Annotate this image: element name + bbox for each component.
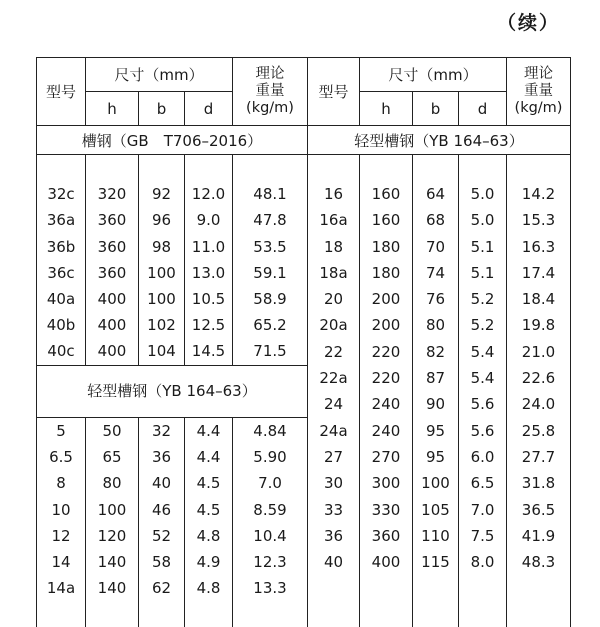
right-cell-b: 80 [413,312,459,338]
left-cell-d: 9.0 [185,207,233,233]
blank-cell [413,155,459,182]
left-cell-h: 80 [86,470,139,496]
blank-cell [139,601,185,627]
left-cell-b: 102 [139,312,185,338]
left-cell-b: 104 [139,338,185,365]
left-cell-h: 360 [86,207,139,233]
right-cell-model: 30 [308,470,360,496]
left-cell-model: 6.5 [37,444,86,470]
left-cell-d: 11.0 [185,234,233,260]
right-cell-h: 220 [360,365,413,391]
left-cell-h: 360 [86,260,139,286]
header-h-right: h [360,92,413,126]
left-cell-model: 14 [37,549,86,575]
header-weight-line3: (kg/m) [246,100,294,116]
right-cell-weight: 14.2 [507,181,571,207]
left-cell-weight: 8.59 [233,496,308,522]
right-cell-b: 87 [413,365,459,391]
blank-cell [37,601,86,627]
right-cell-b: 76 [413,286,459,312]
continued-label: （续） [497,8,560,35]
right-cell-h: 160 [360,181,413,207]
left-cell-h: 100 [86,496,139,522]
left-cell-model: 36b [37,234,86,260]
blank-cell [308,575,360,601]
left-cell-weight: 59.1 [233,260,308,286]
right-cell-model: 24a [308,417,360,444]
right-cell-b: 105 [413,496,459,522]
right-cell-weight: 48.3 [507,549,571,575]
header-size-left: 尺寸（mm） [86,58,233,92]
table-row [37,260,571,286]
right-cell-model: 40 [308,549,360,575]
table-row [37,155,571,182]
left-cell-weight: 65.2 [233,312,308,338]
section-title-yb-left: 轻型槽钢（YB 164–63） [37,365,308,417]
left-cell-h: 140 [86,575,139,601]
table-row [37,365,571,391]
right-cell-d: 5.0 [459,207,507,233]
right-cell-h: 240 [360,391,413,417]
right-cell-model: 20a [308,312,360,338]
table-row [37,601,571,627]
left-cell-b: 62 [139,575,185,601]
blank-cell [185,601,233,627]
blank-cell [360,155,413,182]
blank-cell [37,155,86,182]
left-cell-b: 92 [139,181,185,207]
right-cell-weight: 22.6 [507,365,571,391]
table-row [37,286,571,312]
right-cell-d: 8.0 [459,549,507,575]
blank-cell [308,601,360,627]
right-cell-weight: 24.0 [507,391,571,417]
left-cell-weight: 58.9 [233,286,308,312]
left-cell-b: 36 [139,444,185,470]
header-h-left: h [86,92,139,126]
left-cell-model: 12 [37,523,86,549]
left-cell-d: 12.5 [185,312,233,338]
left-cell-h: 120 [86,523,139,549]
header-size-right: 尺寸（mm） [360,58,507,92]
right-cell-d: 5.2 [459,286,507,312]
left-cell-weight: 4.84 [233,417,308,444]
right-cell-h: 220 [360,338,413,365]
right-cell-d: 6.5 [459,470,507,496]
table-row [37,444,571,470]
left-cell-weight: 7.0 [233,470,308,496]
right-cell-d: 7.5 [459,523,507,549]
left-cell-d: 14.5 [185,338,233,365]
right-cell-d: 5.1 [459,234,507,260]
right-cell-h: 180 [360,260,413,286]
right-cell-weight: 15.3 [507,207,571,233]
right-cell-model: 33 [308,496,360,522]
left-cell-d: 4.4 [185,417,233,444]
table-row [37,470,571,496]
right-cell-h: 330 [360,496,413,522]
right-cell-model: 18a [308,260,360,286]
left-cell-d: 4.4 [185,444,233,470]
left-cell-h: 140 [86,549,139,575]
left-cell-b: 98 [139,234,185,260]
blank-cell [233,601,308,627]
right-cell-model: 24 [308,391,360,417]
left-cell-model: 32c [37,181,86,207]
right-cell-weight: 31.8 [507,470,571,496]
blank-cell [139,155,185,182]
table-row [37,417,571,444]
right-cell-model: 27 [308,444,360,470]
header-weight-line1: 理论 [524,66,553,82]
right-cell-h: 200 [360,312,413,338]
blank-cell [86,155,139,182]
table-row [37,549,571,575]
left-cell-b: 46 [139,496,185,522]
left-cell-weight: 48.1 [233,181,308,207]
left-cell-b: 100 [139,260,185,286]
blank-cell [233,155,308,182]
right-cell-d: 5.4 [459,365,507,391]
header-b-left: b [139,92,185,126]
blank-cell [86,601,139,627]
right-cell-model: 36 [308,523,360,549]
blank-cell [413,601,459,627]
right-cell-d: 5.6 [459,417,507,444]
right-cell-weight: 27.7 [507,444,571,470]
left-cell-h: 65 [86,444,139,470]
right-cell-h: 160 [360,207,413,233]
left-cell-b: 58 [139,549,185,575]
right-cell-d: 5.1 [459,260,507,286]
right-cell-d: 5.0 [459,181,507,207]
left-cell-h: 50 [86,417,139,444]
right-cell-b: 82 [413,338,459,365]
left-cell-d: 4.9 [185,549,233,575]
left-cell-d: 13.0 [185,260,233,286]
left-cell-model: 10 [37,496,86,522]
right-cell-weight: 36.5 [507,496,571,522]
blank-cell [507,575,571,601]
header-d-left: d [185,92,233,126]
header-d-right: d [459,92,507,126]
right-cell-b: 90 [413,391,459,417]
blank-cell [459,155,507,182]
blank-cell [507,601,571,627]
left-cell-model: 36a [37,207,86,233]
table-row [37,496,571,522]
left-cell-d: 4.5 [185,470,233,496]
right-cell-d: 6.0 [459,444,507,470]
left-cell-b: 52 [139,523,185,549]
left-cell-weight: 53.5 [233,234,308,260]
right-cell-b: 100 [413,470,459,496]
left-cell-b: 32 [139,417,185,444]
left-cell-weight: 10.4 [233,523,308,549]
left-cell-model: 36c [37,260,86,286]
table-row [37,207,571,233]
header-weight-left [233,58,308,126]
channel-steel-table [36,57,571,627]
left-cell-model: 40a [37,286,86,312]
left-cell-h: 360 [86,234,139,260]
left-cell-h: 400 [86,312,139,338]
right-cell-weight: 21.0 [507,338,571,365]
table-row [37,312,571,338]
table-row [37,523,571,549]
table-row [37,575,571,601]
table-row [37,338,571,365]
left-cell-b: 100 [139,286,185,312]
right-cell-h: 200 [360,286,413,312]
right-cell-weight: 19.8 [507,312,571,338]
section-title-row [37,126,571,155]
blank-cell [459,575,507,601]
table-body [37,58,571,627]
right-cell-weight: 17.4 [507,260,571,286]
right-cell-model: 20 [308,286,360,312]
right-cell-model: 18 [308,234,360,260]
header-weight-right [507,58,571,126]
left-cell-b: 40 [139,470,185,496]
header-model-right: 型号 [308,58,360,126]
left-cell-weight: 47.8 [233,207,308,233]
right-cell-h: 360 [360,523,413,549]
left-cell-b: 96 [139,207,185,233]
right-cell-h: 180 [360,234,413,260]
left-cell-weight: 5.90 [233,444,308,470]
table-row [37,181,571,207]
left-cell-model: 14a [37,575,86,601]
left-cell-h: 400 [86,338,139,365]
section-title-yb-right: 轻型槽钢（YB 164–63） [308,126,571,155]
right-cell-b: 64 [413,181,459,207]
right-cell-model: 16a [308,207,360,233]
header-weight-line1: 理论 [256,66,285,82]
right-cell-b: 70 [413,234,459,260]
header-weight-line3: (kg/m) [515,100,563,116]
right-cell-h: 300 [360,470,413,496]
right-cell-h: 270 [360,444,413,470]
right-cell-b: 115 [413,549,459,575]
left-cell-model: 40b [37,312,86,338]
left-cell-d: 4.8 [185,523,233,549]
left-cell-h: 400 [86,286,139,312]
header-b-right: b [413,92,459,126]
blank-cell [308,155,360,182]
left-cell-model: 40c [37,338,86,365]
left-cell-weight: 71.5 [233,338,308,365]
blank-cell [185,155,233,182]
right-cell-weight: 25.8 [507,417,571,444]
table-row [37,234,571,260]
left-cell-model: 8 [37,470,86,496]
section-title-gb: 槽钢（GB T706–2016） [37,126,308,155]
right-cell-d: 5.6 [459,391,507,417]
right-cell-d: 5.4 [459,338,507,365]
left-cell-h: 320 [86,181,139,207]
left-cell-weight: 12.3 [233,549,308,575]
right-cell-b: 74 [413,260,459,286]
header-row-1 [37,58,571,92]
right-cell-b: 110 [413,523,459,549]
right-cell-b: 95 [413,444,459,470]
left-cell-weight: 13.3 [233,575,308,601]
blank-cell [360,575,413,601]
right-cell-b: 68 [413,207,459,233]
header-model-left: 型号 [37,58,86,126]
right-cell-model: 22 [308,338,360,365]
header-weight-line2: 重量 [524,83,553,99]
right-cell-b: 95 [413,417,459,444]
left-cell-d: 10.5 [185,286,233,312]
blank-cell [507,155,571,182]
right-cell-h: 240 [360,417,413,444]
left-cell-model: 5 [37,417,86,444]
right-cell-h: 400 [360,549,413,575]
right-cell-model: 16 [308,181,360,207]
left-cell-d: 4.8 [185,575,233,601]
right-cell-weight: 16.3 [507,234,571,260]
left-cell-d: 4.5 [185,496,233,522]
right-cell-weight: 18.4 [507,286,571,312]
header-weight-line2: 重量 [256,83,285,99]
right-cell-weight: 41.9 [507,523,571,549]
blank-cell [360,601,413,627]
right-cell-d: 5.2 [459,312,507,338]
left-cell-d: 12.0 [185,181,233,207]
right-cell-d: 7.0 [459,496,507,522]
blank-cell [459,601,507,627]
right-cell-model: 22a [308,365,360,391]
blank-cell [413,575,459,601]
